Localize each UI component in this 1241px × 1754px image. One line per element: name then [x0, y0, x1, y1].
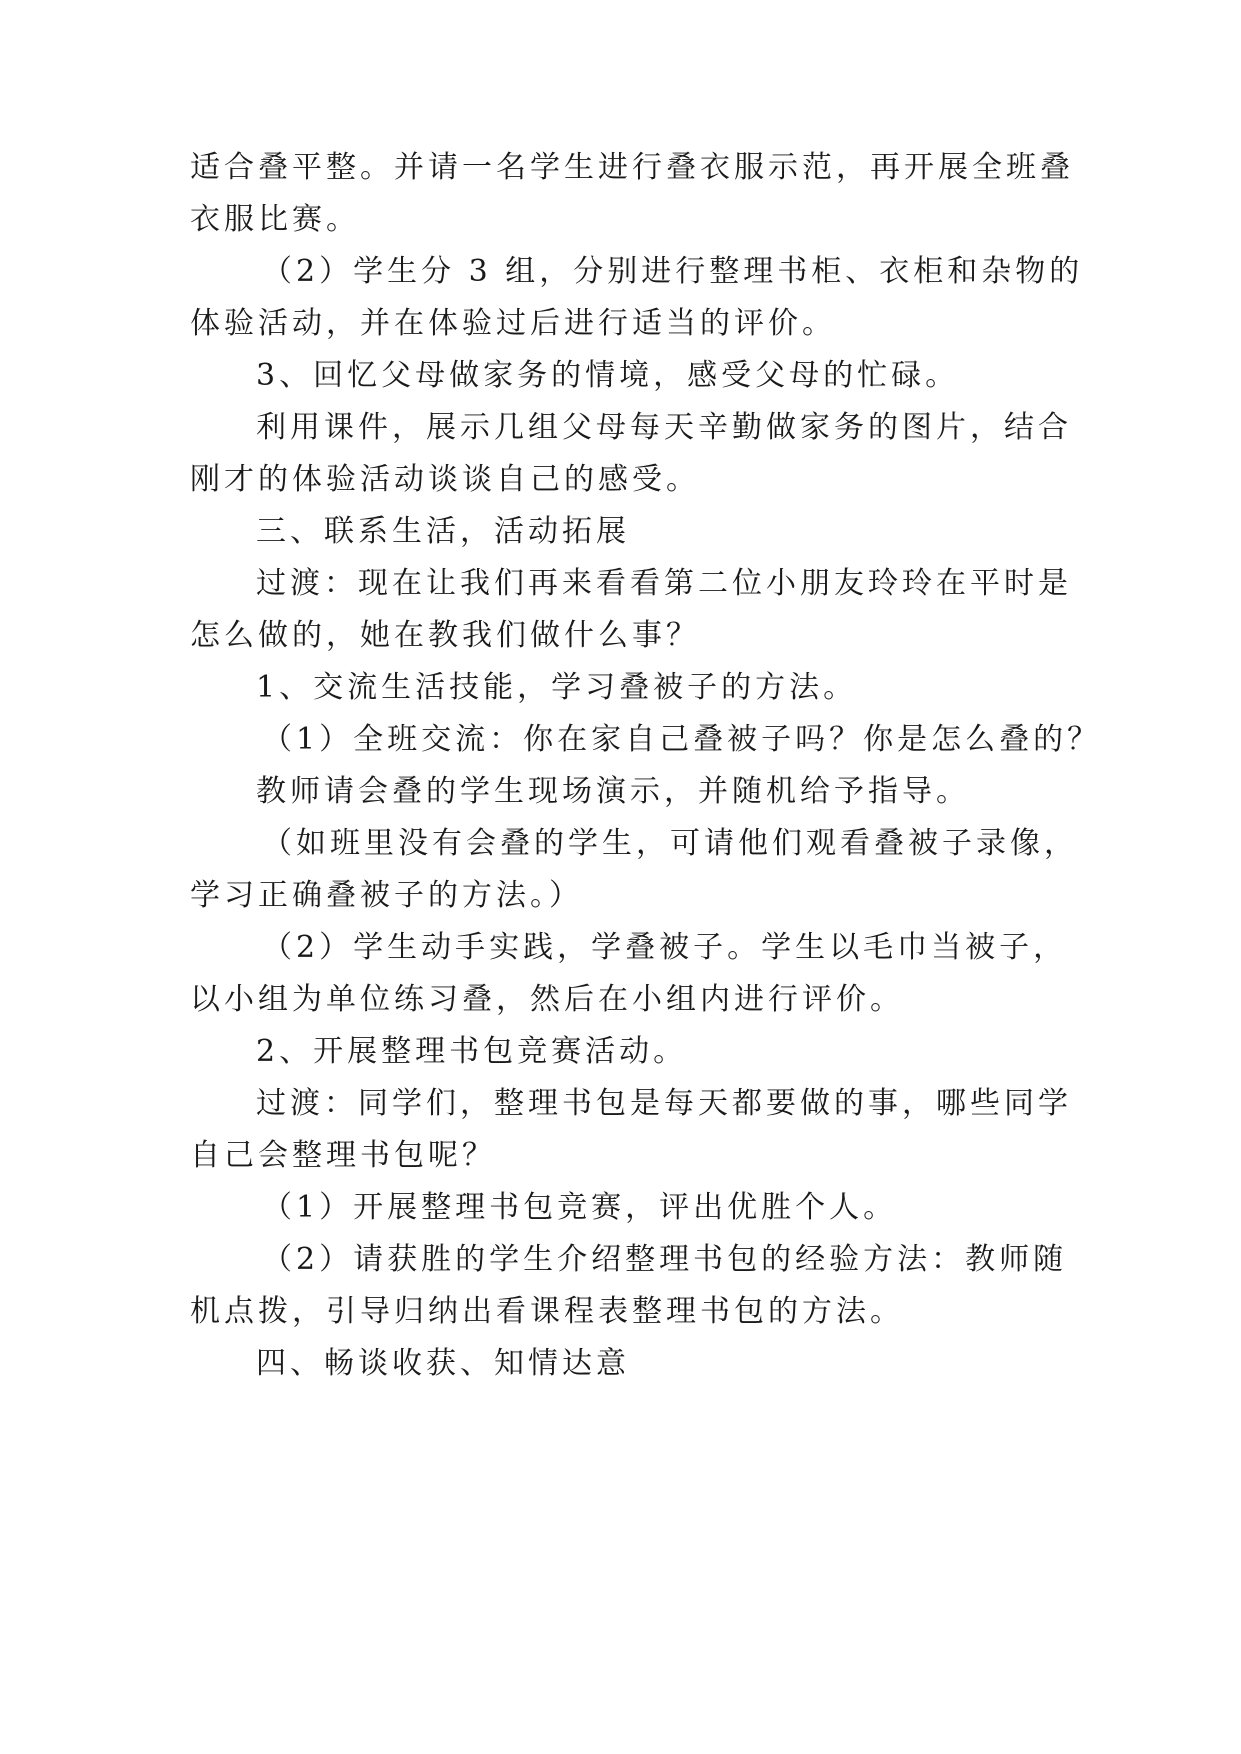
text-line: 适合叠平整。并请一名学生进行叠衣服示范，再开展全班叠 — [190, 150, 1074, 185]
text-line: （如班里没有会叠的学生，可请他们观看叠被子录像， — [262, 826, 1078, 861]
text-line: 3、回忆父母做家务的情境，感受父母的忙碌。 — [256, 358, 960, 393]
text-line: 体验活动，并在体验过后进行适当的评价。 — [190, 306, 836, 341]
text-line: 以小组为单位练习叠，然后在小组内进行评价。 — [190, 982, 904, 1017]
text-line: 2、开展整理书包竞赛活动。 — [256, 1034, 688, 1069]
text-line: 过渡：现在让我们再来看看第二位小朋友玲玲在平时是 — [256, 566, 1072, 601]
text-line: 教师请会叠的学生现场演示，并随机给予指导。 — [256, 774, 970, 809]
text-line: （2）请获胜的学生介绍整理书包的经验方法：教师随 — [262, 1242, 1068, 1277]
text-line: 过渡：同学们，整理书包是每天都要做的事，哪些同学 — [256, 1086, 1072, 1121]
text-line: 学习正确叠被子的方法。） — [190, 878, 583, 913]
text-line: 刚才的体验活动谈谈自己的感受。 — [190, 462, 700, 497]
text-line: 利用课件，展示几组父母每天辛勤做家务的图片，结合 — [256, 410, 1072, 445]
text-line: （2）学生动手实践，学叠被子。学生以毛巾当被子， — [262, 930, 1068, 965]
text-line: 机点拨，引导归纳出看课程表整理书包的方法。 — [190, 1294, 904, 1329]
text-line: 1、交流生活技能，学习叠被子的方法。 — [256, 670, 858, 705]
section-heading: 三、联系生活，活动拓展 — [256, 514, 630, 549]
text-line: 衣服比赛。 — [190, 202, 360, 237]
text-line: （1）全班交流：你在家自己叠被子吗？你是怎么叠的？ — [262, 722, 1102, 757]
text-line: （2）学生分 3 组，分别进行整理书柜、衣柜和杂物的 — [262, 254, 1084, 289]
text-line: （1）开展整理书包竞赛，评出优胜个人。 — [262, 1190, 898, 1225]
section-heading: 四、畅谈收获、知情达意 — [256, 1346, 630, 1381]
text-line: 自己会整理书包呢？ — [190, 1138, 496, 1173]
text-line: 怎么做的，她在教我们做什么事？ — [190, 618, 700, 653]
